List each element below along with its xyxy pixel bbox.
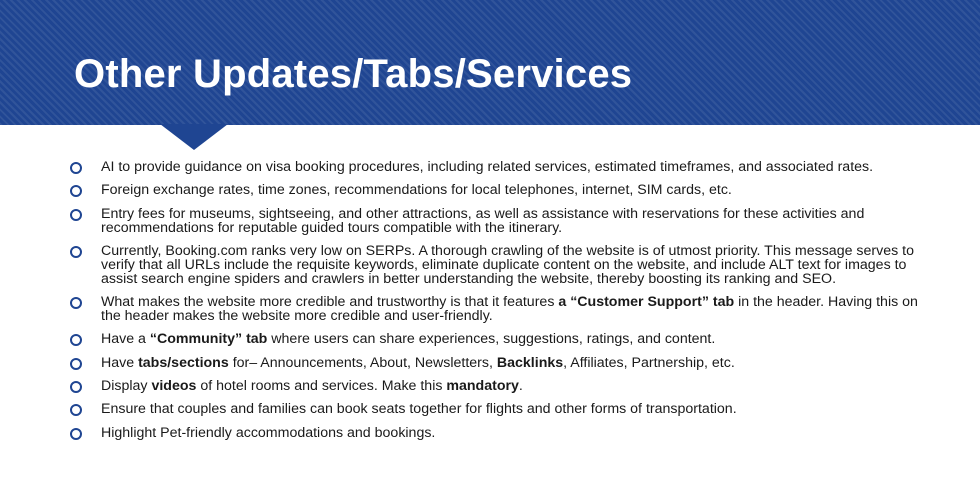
bullet-text xyxy=(101,378,523,394)
bullet-item-community xyxy=(70,333,920,347)
bullet-text xyxy=(101,355,735,371)
hollow-circle-bullet-icon xyxy=(70,209,82,221)
bullet-text: AI to provide guidance on visa booking procedures, including related services, estimated timeframes, and associated rates. xyxy=(101,159,874,175)
bullet-text xyxy=(101,294,918,324)
bullet-item-tabs-sections xyxy=(70,354,920,371)
bullet-item-visa xyxy=(70,161,920,175)
bullet-text: Ensure that couples and families can book seats together for flights and other forms of transportation. xyxy=(101,401,737,418)
text-segment: . xyxy=(518,377,523,394)
hollow-circle-bullet-icon xyxy=(70,246,82,258)
banner-pointer xyxy=(160,124,228,150)
text-segment: Display xyxy=(101,377,152,394)
hollow-circle-bullet-icon xyxy=(70,162,82,174)
bullet-text: Currently, Booking.com ranks very low on SERPs. A thorough crawling of the website is of utmost priority. This message serves to verify that all URLs include the requisite keywords, eliminate duplicate content on the website, and include ALT text for images to assist search engine spiders and crawlers in better understanding the website, thereby boosting its ranking and SEO. xyxy=(101,242,914,287)
bullet-item-forex xyxy=(70,184,920,198)
bullet-text: Foreign exchange rates, time zones, recommendations for local telephones, internet, SIM cards, etc. xyxy=(101,182,732,199)
bullet-item-videos xyxy=(70,377,920,394)
text-segment: of hotel rooms and services. Make this xyxy=(196,377,447,394)
bullet-item-entry-fees xyxy=(70,205,920,236)
hollow-circle-bullet-icon xyxy=(70,428,82,440)
hollow-circle-bullet-icon xyxy=(70,381,82,393)
text-segment: What makes the website more credible and trustworthy is that it features xyxy=(101,293,559,310)
hollow-circle-bullet-icon xyxy=(70,404,82,416)
bold-text-segment: Backlinks xyxy=(496,354,564,371)
bold-text-segment: videos xyxy=(151,377,197,394)
bold-text-segment: a “Customer Support” tab xyxy=(558,293,735,310)
hollow-circle-bullet-icon xyxy=(70,334,82,346)
text-segment: for– Announcements, About, Newsletters, xyxy=(228,354,497,371)
bold-text-segment: “Community” tab xyxy=(149,331,268,348)
bullet-item-seating xyxy=(70,403,920,417)
bullet-text xyxy=(101,331,715,347)
bold-text-segment: mandatory xyxy=(446,377,519,394)
slide-title: Other Updates/Tabs/Services xyxy=(74,52,633,96)
bold-text-segment: tabs/sections xyxy=(138,354,229,371)
text-segment: in the header. Having this on the header makes the website more credible and user-friendly. xyxy=(101,293,918,324)
text-segment: where users can share experiences, suggestions, ratings, and content. xyxy=(267,331,716,348)
hollow-circle-bullet-icon xyxy=(70,358,82,370)
text-segment: Have xyxy=(101,354,139,371)
bullet-item-pet-friendly xyxy=(70,424,920,441)
bullet-list xyxy=(70,161,920,450)
hollow-circle-bullet-icon xyxy=(70,185,82,197)
bullet-item-customer-support xyxy=(70,293,920,324)
text-segment: , Affiliates, Partnership, etc. xyxy=(563,354,735,371)
bullet-text: Entry fees for museums, sightseeing, and other attractions, as well as assistance with reservations for these activities and recommendations for reputable guided tours compatible with the itinerary. xyxy=(101,205,865,236)
hollow-circle-bullet-icon xyxy=(70,297,82,309)
text-segment: Have a xyxy=(101,331,150,348)
bullet-item-seo xyxy=(70,242,920,287)
bullet-text: Highlight Pet-friendly accommodations and bookings. xyxy=(101,424,436,441)
